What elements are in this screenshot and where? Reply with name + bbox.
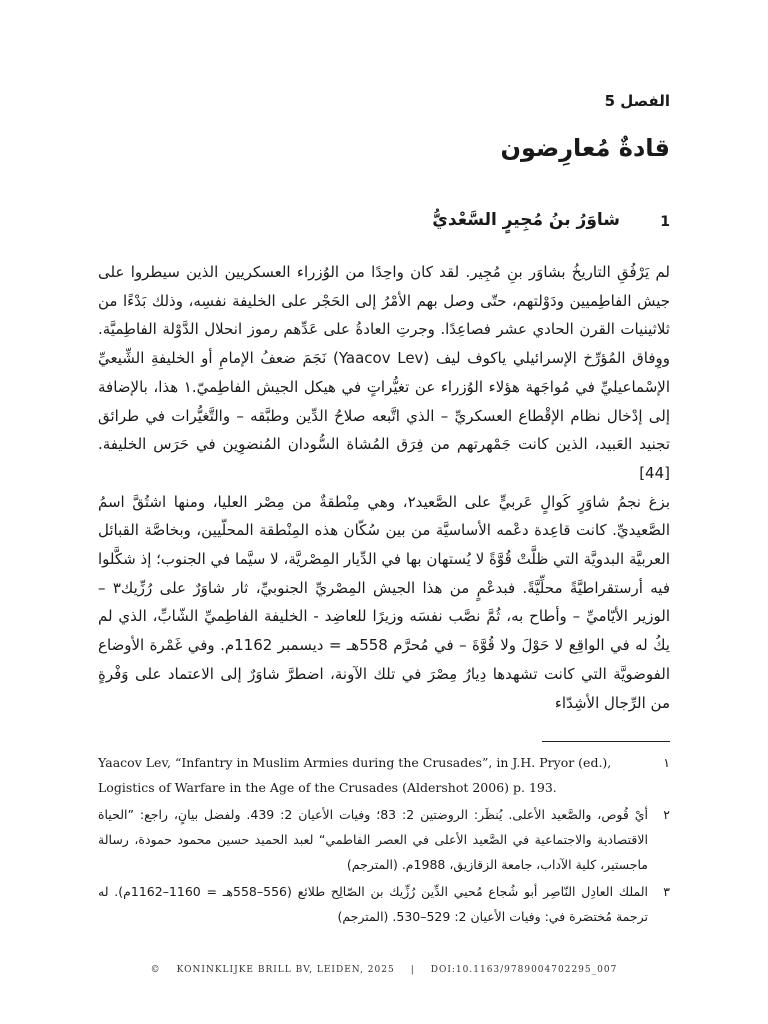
- page-footer: [98, 965, 670, 975]
- section-title: شاوَرُ بنُ مُجِيرٍ السَّعْديُّ: [432, 210, 620, 230]
- footnote-divider: [542, 741, 670, 742]
- footer-separator: |: [410, 965, 415, 975]
- doi-text: DOI:10.1163/9789004702295_007: [430, 965, 618, 975]
- footnote-text: Yaacov Lev, “Infantry in Muslim Armies during the Crusades”, in J.H. Pryor (ed.), Logistics of Warfare in the Age of the Crusades (Aldershot 2006) p. 193.: [98, 755, 612, 795]
- footnote-2: [98, 802, 670, 877]
- footnote-text: الملك العادِل النّاصِر أبو شُجاع مُحيي الدِّين رُزِّيك بن الصّالِح طلائع (556–558هـ = 1160–1162م). له ترجمة مُختصَرة في: وفيات الأعيان 2: 529–530. (المترجم): [98, 884, 648, 924]
- footnote-number: ٣: [663, 884, 670, 899]
- footnote-number: ٢: [663, 807, 670, 822]
- chapter-label: الفصل 5: [604, 92, 670, 110]
- paragraph-2: بزغ نجمُ شاوَرٍ كَوالٍ عَربيٍّ على الصَّعيد٢، وهي مِنْطقةٌ من مِصْر العليا، ومنها اشتُقَّ اسمُ الصَّعيديِّ. كانت قاعِدة دعْمه الأساسيَّة من بين سُكّان هذه المِنْطقة المحلّيين، وبخاصَّة القبائل العربيَّة البدويَّة التي ظلَّتْ قُوَّةً لا يُستهان بها في الدِّيار المِصْريَّة، لا سيَّما في الجنوب؛ إذ شكَّلوا فيه أرستقراطيَّةً محلِّيَّةً. فبدعْمٍ من هذا الجيش المِصْريِّ الجنوبيِّ، ثار شاوَرٌ على رُزِّيك٣ – الوزير الأيّاميِّ – وأطاح به، ثُمَّ نصَّب نفسَه وزيرًا للعاضِد - الخليفة الفاطِميِّ الشّابِّ، الذي لم يكُ له في الواقِع لا حَوْلَ ولا قُوَّةَ – في مُحرَّم 558هـ = ديسمبر 1162م. وفي غَمْرة الأوضاع الفوضويَّة التي كانت تشهدها دِيارُ مِصْرَ في تلك الآونة، اضطرَّ شاوَرٌ إلى الاعتماد على وَفْرةٍ من الرِّجال الأشِدّاء: [98, 492, 670, 712]
- section-number: 1: [660, 214, 670, 230]
- publisher-line: KONINKLIJKE BRILL BV, LEIDEN, 2025: [176, 965, 395, 975]
- footnote-1: [98, 750, 670, 800]
- footnote-3: [98, 879, 670, 929]
- copyright-symbol: ©: [150, 965, 161, 975]
- paragraph-1: لم يَرْفُقِ التاريخُ بشاوَر بنِ مُجِير. لقد كان واحِدًا من الوُزراء العسكريين الذين سيطروا على جيش الفاطِميين ودَوْلتهم، حتّى وصل بهم الأمْرُ إلى الحَجْر على الخليفة نفسِه، وذلك بَدْءًا من ثلاثينيات القرن الحادي عشر فصاعِدًا. وجرتِ العادةُ على عَدِّهم رموز انحلال الدَّوْلة الفاطِميَّة. ووِفاق المُؤرِّخ الإسرائيلي ياكوف ليف (Yaacov Lev) نَجَمَ ضعفُ الإمامِ أو الخليفةِ الشِّيعيِّ الإسْماعيليِّ في مُواجَهة هؤلاء الوُزراء عن تغيُّراتٍ في هيكل الجيش الفاطِميّ.١ هذا، بالإضافة إلى إدْخال نظام الإقْطاع العسكريِّ – الذي اتَّبعه صلاحُ الدِّين وطبَّقه – والتَّغيُّرات في طرائق تجنيد العَبيد، الذين كانت جَمْهرتهم من فِرَق المُشاة السُّودان المُنضوِين في حَرَس الخليفة. [44]: [98, 263, 670, 482]
- footnote-number: ١: [663, 755, 670, 770]
- body-text: [98, 258, 670, 717]
- chapter-title: قادةٌ مُعارِضون: [500, 134, 670, 162]
- footnotes: [98, 750, 670, 931]
- footnote-text: أيْ قُوص، والصَّعيد الأعلى. يُنظَر: الروضتين 2: 83؛ وفيات الأعيان 2: 439. ولفضل بيانٍ، راجع: ”الحياة الاقتصادية والاجتماعية في الصَّعيد الأعلى في العصر الفاطمي“ لعبد الحميد حسين محمود حمودة، رسالة ماجستير، كلية الآداب، جامعة الزقازيق، 1988م. (المترجم): [98, 807, 649, 872]
